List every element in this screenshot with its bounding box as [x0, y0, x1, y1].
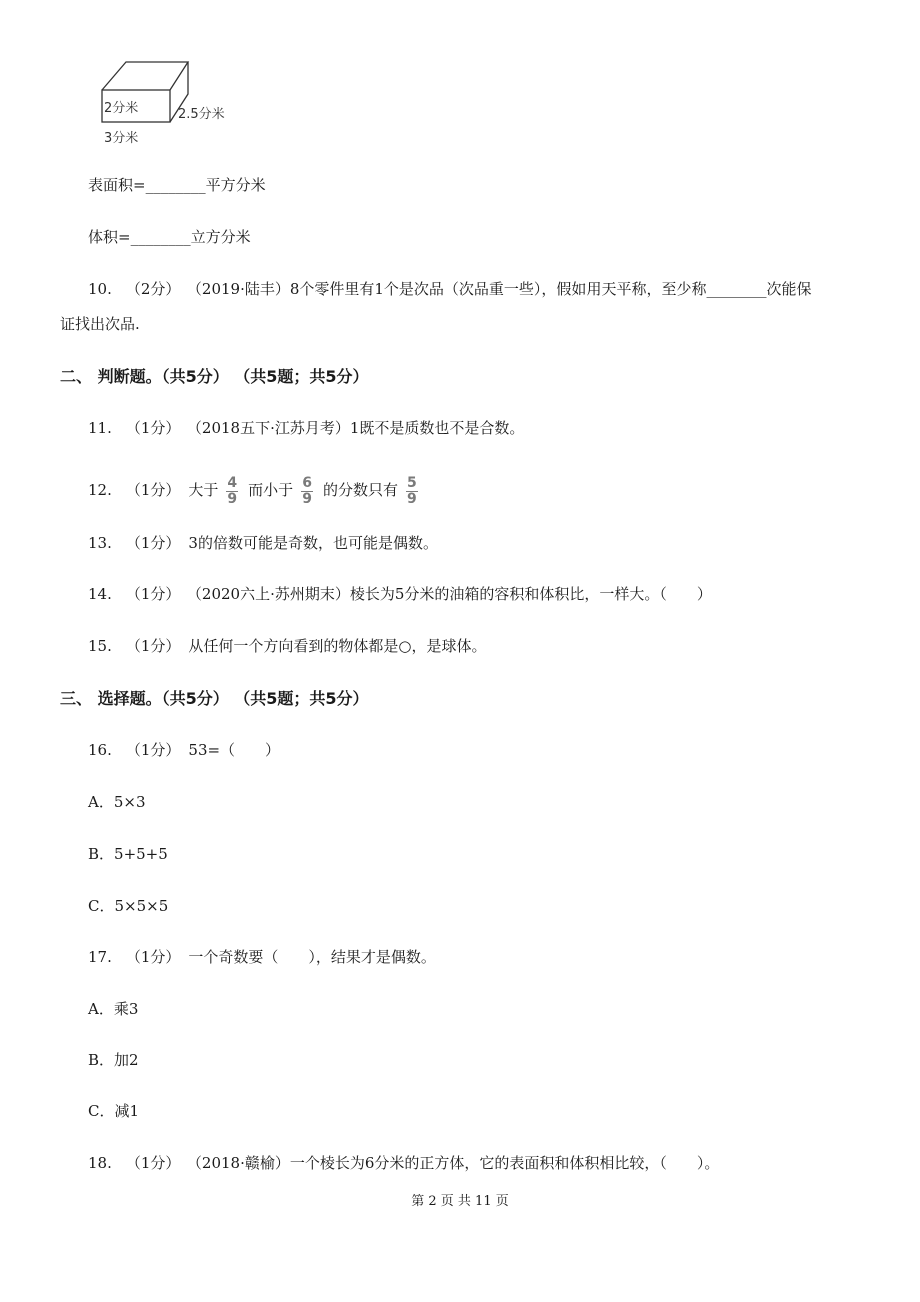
volume-line: 体积=________立方分米: [88, 228, 251, 246]
question-number: 10.: [88, 280, 112, 298]
option-c[interactable]: C．5×5×5: [88, 897, 169, 915]
option-c[interactable]: C．减1: [88, 1102, 140, 1120]
question-score: （1分）: [125, 741, 181, 759]
question-text: 一个奇数要（ ），结果才是偶数。: [188, 948, 436, 966]
cuboid-top-face: [102, 62, 188, 90]
question-number: 18.: [88, 1154, 112, 1172]
cuboid-width-label: 3分米: [104, 131, 139, 146]
section-3-title: 三、 选择题。（共5分） （共5题；共5分）: [60, 689, 369, 708]
question-text-part: 而小于: [248, 481, 294, 499]
question-number: 12.: [88, 481, 112, 499]
question-text: （2018五下·江苏月考）1既不是质数也不是合数。: [194, 419, 525, 437]
fraction-denominator: 9: [302, 490, 312, 507]
option-a[interactable]: A．5×3: [88, 793, 146, 811]
question-score: （1分）: [125, 419, 181, 437]
cuboid-height-label: 2分米: [104, 101, 139, 116]
question-13: [88, 533, 438, 553]
fraction-numerator: 4: [227, 474, 238, 491]
question-text: （2019·陆丰）8个零件里有1个是次品（次品重一些），假如用天平称，至少称________次能保: [194, 280, 812, 298]
question-number: 16.: [88, 741, 112, 759]
question-number: 17.: [88, 948, 112, 966]
question-text: （2020六上·苏州期末）棱长为5分米的油箱的容积和体积比，一样大。（ ）: [194, 585, 712, 603]
question-score: （1分）: [125, 585, 181, 603]
question-text: （2018·赣榆）一个棱长为6分米的正方体，它的表面积和体积相比较，（ ）。: [194, 1154, 720, 1172]
page-footer: 第 2 页 共 11 页: [411, 1194, 509, 1209]
question-number: 13.: [88, 534, 112, 552]
question-text: 从任何一个方向看到的物体都是○，是球体。: [188, 637, 487, 655]
question-score: （2分）: [125, 280, 181, 298]
question-17: [88, 947, 436, 967]
fraction-denominator: 9: [227, 490, 238, 507]
cuboid-figure: [96, 54, 236, 152]
question-14: [88, 584, 712, 604]
question-score: （1分）: [125, 948, 181, 966]
cuboid-depth-label: 2.5分米: [178, 107, 225, 122]
question-score: （1分）: [125, 481, 181, 499]
surface-area-line: 表面积=________平方分米: [88, 176, 266, 194]
question-16: [88, 740, 280, 760]
option-b[interactable]: B．5+5+5: [88, 845, 168, 863]
fraction-denominator: 9: [406, 490, 417, 507]
fraction-numerator: 6: [302, 474, 312, 491]
question-number: 11.: [88, 419, 112, 437]
option-a[interactable]: A．乘3: [88, 1000, 139, 1018]
question-15: [88, 636, 487, 656]
question-score: （1分）: [125, 637, 181, 655]
question-score: （1分）: [125, 1154, 181, 1172]
question-12: [88, 470, 428, 510]
question-10-continuation: 证找出次品.: [60, 315, 140, 333]
question-18: [88, 1153, 719, 1173]
question-text-part: 大于: [188, 481, 219, 499]
fraction-five-ninths: [406, 474, 418, 507]
question-number: 14.: [88, 585, 112, 603]
option-b[interactable]: B．加2: [88, 1051, 139, 1069]
question-text: 3的倍数可能是奇数，也可能是偶数。: [188, 534, 438, 552]
fraction-four-ninths: [226, 474, 238, 507]
question-score: （1分）: [125, 534, 181, 552]
question-number: 15.: [88, 637, 112, 655]
fraction-six-ninths: [301, 474, 313, 507]
question-text: 53=（ ）: [188, 741, 281, 759]
question-10: [88, 279, 811, 299]
section-2-title: 二、 判断题。（共5分） （共5题；共5分）: [60, 367, 369, 386]
fraction-numerator: 5: [406, 474, 417, 491]
question-11: [88, 418, 524, 438]
question-text-part: 的分数只有: [322, 481, 398, 499]
